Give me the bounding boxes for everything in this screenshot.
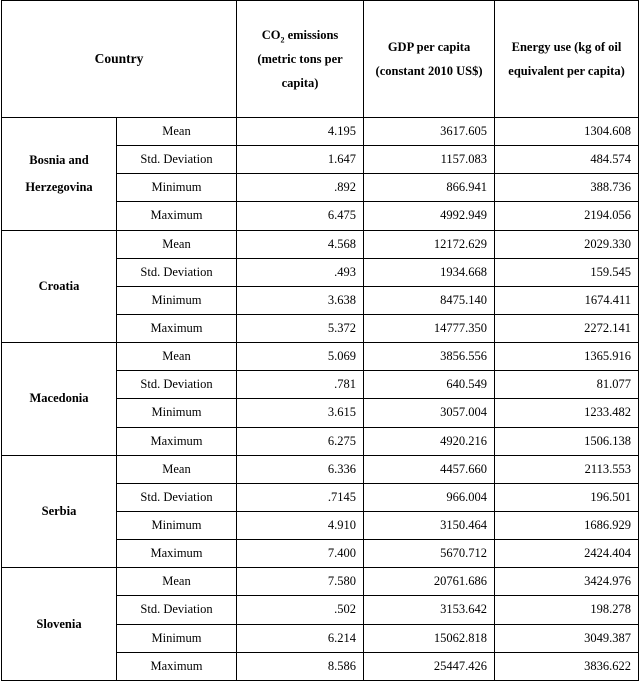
header-row — [2, 1, 639, 118]
energy-value: 159.545 — [495, 258, 639, 286]
co2-value: 1.647 — [237, 146, 364, 174]
energy-value: 2113.553 — [495, 455, 639, 483]
gdp-value: 1157.083 — [364, 146, 495, 174]
table-body — [2, 118, 639, 681]
co2-value: .493 — [237, 258, 364, 286]
energy-value: 198.278 — [495, 596, 639, 624]
statistic-label: Mean — [117, 568, 237, 596]
statistic-label: Maximum — [117, 540, 237, 568]
gdp-value: 4457.660 — [364, 455, 495, 483]
statistic-label: Std. Deviation — [117, 483, 237, 511]
co2-value: 4.195 — [237, 118, 364, 146]
energy-value: 388.736 — [495, 174, 639, 202]
gdp-header-text: GDP per capita (constant 2010 US$) — [375, 40, 483, 78]
gdp-value: 1934.668 — [364, 258, 495, 286]
country-column-header: Country — [2, 1, 237, 118]
energy-value: 1506.138 — [495, 427, 639, 455]
statistic-label: Mean — [117, 230, 237, 258]
gdp-value: 4920.216 — [364, 427, 495, 455]
gdp-value: 966.004 — [364, 483, 495, 511]
statistic-label: Minimum — [117, 511, 237, 539]
statistic-label: Minimum — [117, 399, 237, 427]
co2-column-header — [237, 1, 364, 118]
table-row — [2, 455, 639, 483]
statistic-label: Std. Deviation — [117, 258, 237, 286]
energy-value: 2194.056 — [495, 202, 639, 230]
gdp-column-header — [364, 1, 495, 118]
table-row — [2, 230, 639, 258]
table-row — [2, 343, 639, 371]
gdp-value: 3057.004 — [364, 399, 495, 427]
gdp-value: 5670.712 — [364, 540, 495, 568]
country-name: Slovenia — [2, 568, 117, 681]
statistic-label: Std. Deviation — [117, 146, 237, 174]
energy-value: 1674.411 — [495, 286, 639, 314]
co2-value: .781 — [237, 371, 364, 399]
co2-subscript: 2 — [280, 35, 285, 45]
energy-value: 1686.929 — [495, 511, 639, 539]
energy-value: 1365.916 — [495, 343, 639, 371]
statistic-label: Maximum — [117, 314, 237, 342]
statistic-label: Maximum — [117, 427, 237, 455]
gdp-value: 8475.140 — [364, 286, 495, 314]
gdp-value: 866.941 — [364, 174, 495, 202]
statistic-label: Std. Deviation — [117, 371, 237, 399]
gdp-value: 20761.686 — [364, 568, 495, 596]
co2-value: 6.336 — [237, 455, 364, 483]
energy-value: 2272.141 — [495, 314, 639, 342]
co2-value: 7.580 — [237, 568, 364, 596]
statistic-label: Maximum — [117, 202, 237, 230]
co2-value: .7145 — [237, 483, 364, 511]
statistic-label: Minimum — [117, 624, 237, 652]
statistics-table — [1, 0, 639, 681]
co2-value: 6.275 — [237, 427, 364, 455]
co2-value: 4.568 — [237, 230, 364, 258]
co2-value: 7.400 — [237, 540, 364, 568]
co2-value: 5.372 — [237, 314, 364, 342]
country-name: Serbia — [2, 455, 117, 568]
gdp-value: 3617.605 — [364, 118, 495, 146]
energy-value: 81.077 — [495, 371, 639, 399]
table-row — [2, 118, 639, 146]
gdp-value: 14777.350 — [364, 314, 495, 342]
statistic-label: Minimum — [117, 286, 237, 314]
energy-value: 3049.387 — [495, 624, 639, 652]
energy-column-header — [495, 1, 639, 118]
energy-value: 3424.976 — [495, 568, 639, 596]
statistic-label: Minimum — [117, 174, 237, 202]
co2-value: 5.069 — [237, 343, 364, 371]
energy-value: 2424.404 — [495, 540, 639, 568]
co2-suffix: emissions (metric tons per capita) — [257, 28, 343, 90]
co2-prefix: CO — [261, 28, 281, 42]
co2-value: 8.586 — [237, 652, 364, 680]
gdp-value: 3856.556 — [364, 343, 495, 371]
co2-value: 3.615 — [237, 399, 364, 427]
statistic-label: Maximum — [117, 652, 237, 680]
country-name: Macedonia — [2, 343, 117, 456]
statistic-label: Mean — [117, 118, 237, 146]
co2-value: 6.475 — [237, 202, 364, 230]
country-name: Bosnia and Herzegovina — [2, 118, 117, 231]
energy-value: 2029.330 — [495, 230, 639, 258]
energy-value: 3836.622 — [495, 652, 639, 680]
statistic-label: Std. Deviation — [117, 596, 237, 624]
energy-header-text: Energy use (kg of oil equivalent per capita) — [508, 40, 625, 78]
energy-value: 196.501 — [495, 483, 639, 511]
energy-value: 1304.608 — [495, 118, 639, 146]
co2-value: 4.910 — [237, 511, 364, 539]
gdp-value: 3150.464 — [364, 511, 495, 539]
statistic-label: Mean — [117, 455, 237, 483]
gdp-value: 640.549 — [364, 371, 495, 399]
co2-value: 6.214 — [237, 624, 364, 652]
energy-value: 484.574 — [495, 146, 639, 174]
co2-value: .502 — [237, 596, 364, 624]
country-name: Croatia — [2, 230, 117, 343]
co2-value: 3.638 — [237, 286, 364, 314]
co2-value: .892 — [237, 174, 364, 202]
statistic-label: Mean — [117, 343, 237, 371]
table-row — [2, 568, 639, 596]
gdp-value: 15062.818 — [364, 624, 495, 652]
gdp-value: 4992.949 — [364, 202, 495, 230]
energy-value: 1233.482 — [495, 399, 639, 427]
gdp-value: 12172.629 — [364, 230, 495, 258]
gdp-value: 25447.426 — [364, 652, 495, 680]
gdp-value: 3153.642 — [364, 596, 495, 624]
